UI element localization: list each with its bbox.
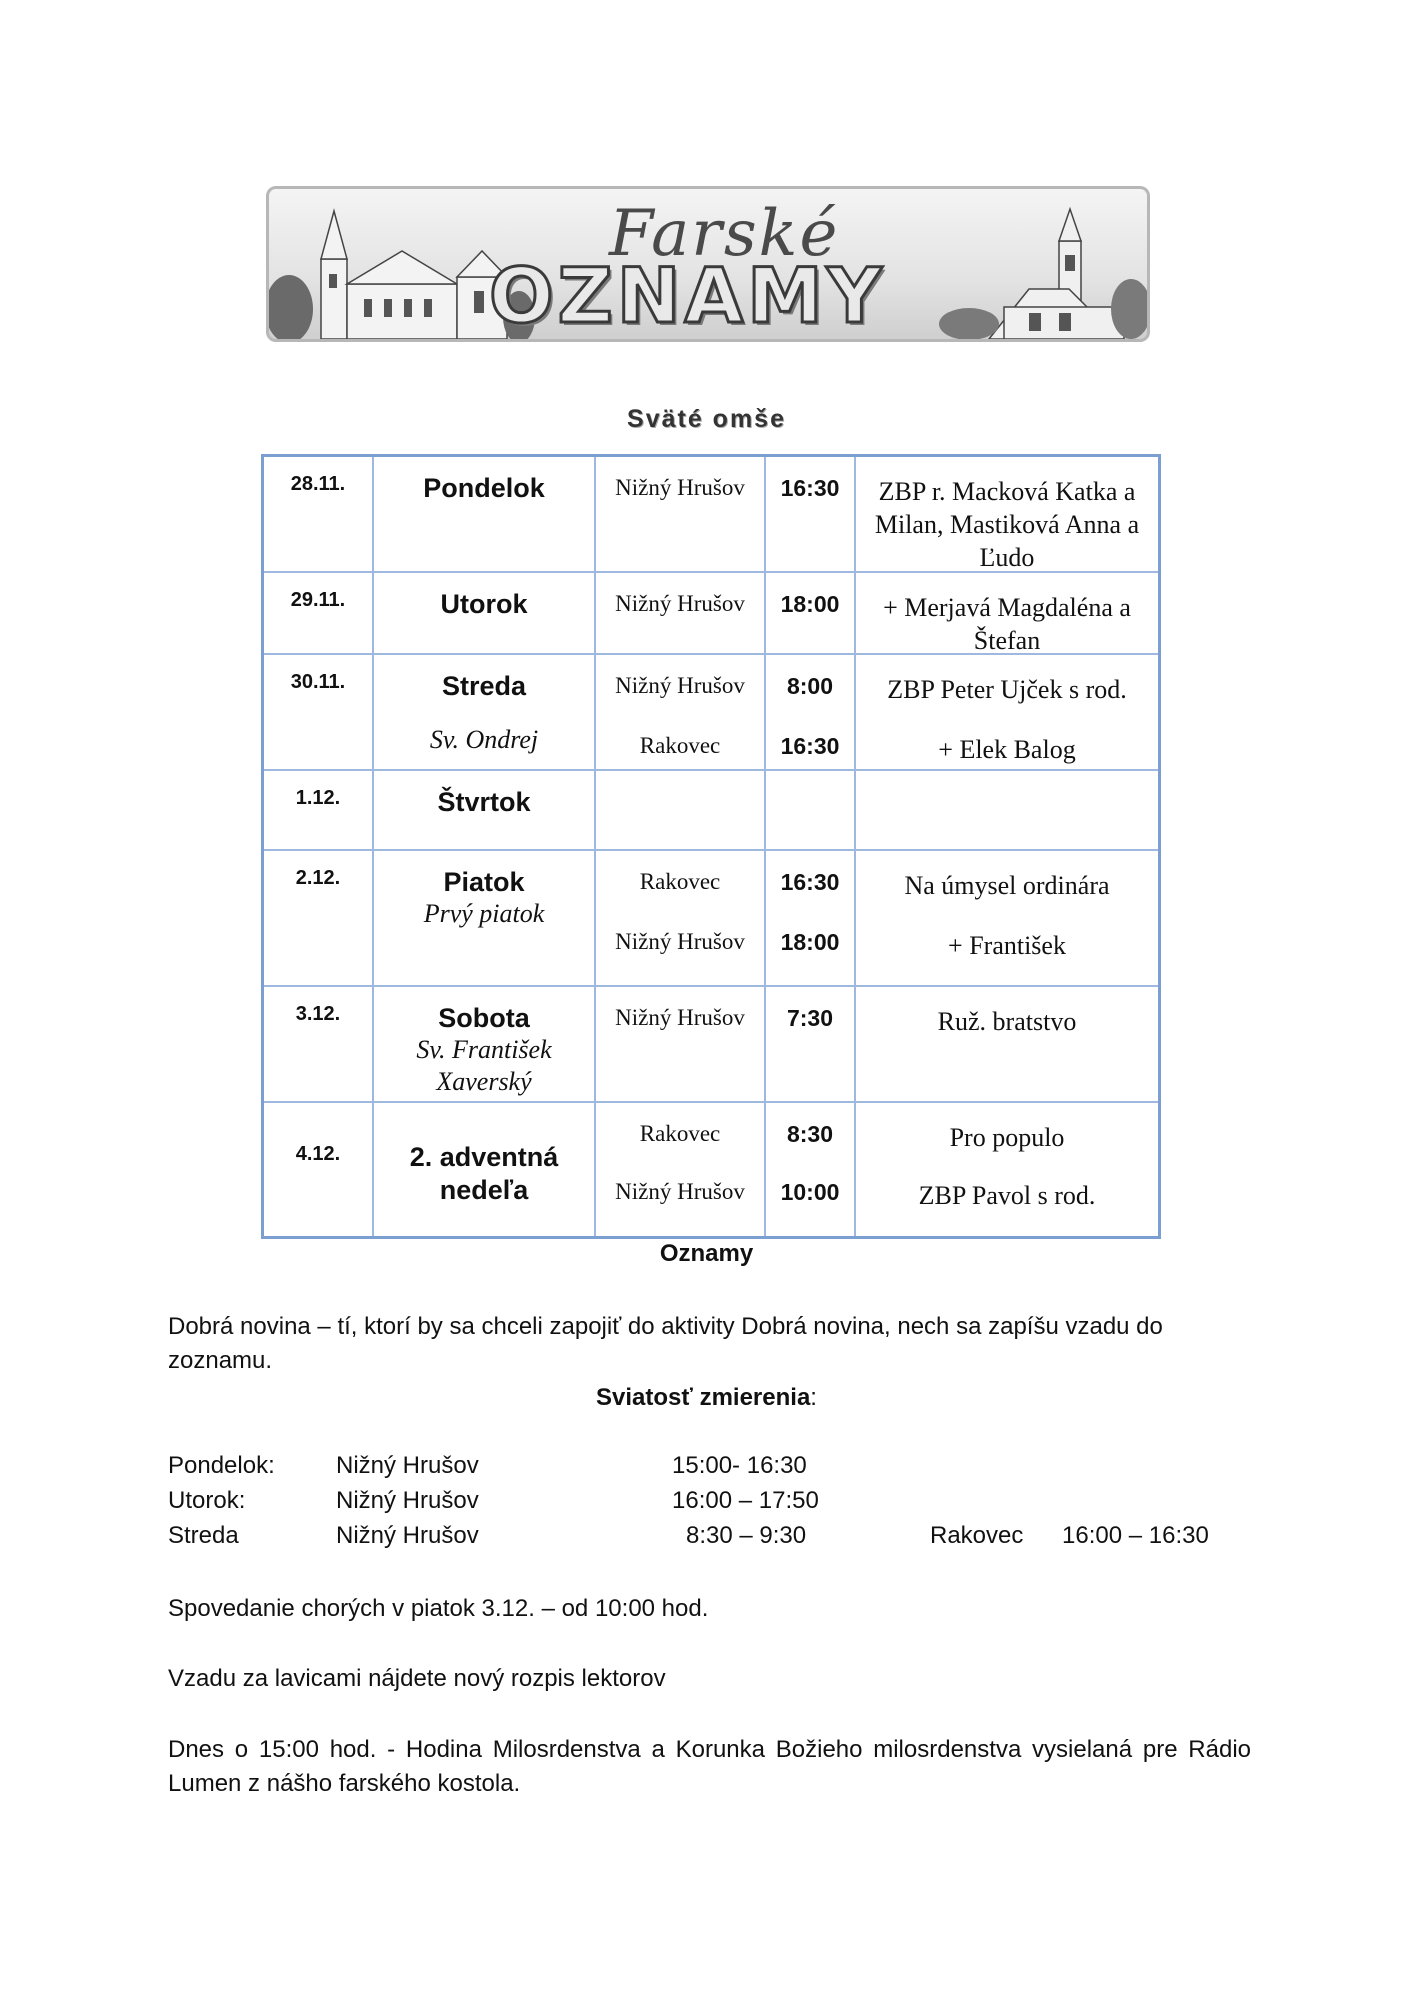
schedule-time: 7:30 — [786, 1004, 834, 1031]
schedule-place-cell — [595, 456, 765, 572]
schedule-place: Nižný Hrušov — [615, 590, 745, 616]
schedule-date: 30.11. — [263, 654, 374, 770]
schedule-place-cell — [595, 850, 765, 986]
schedule-intention-cell — [855, 456, 1160, 572]
schedule-place: Nižný Hrušov — [615, 1178, 745, 1204]
schedule-intention-cell — [855, 572, 1160, 654]
confession-place: Nižný Hrušov — [336, 1452, 479, 1479]
schedule-time-cell — [765, 654, 855, 770]
schedule-place-cell — [595, 770, 765, 850]
schedule-time: 18:00 — [780, 590, 840, 617]
schedule-time-cell — [765, 1102, 855, 1238]
schedule-time-cell — [765, 850, 855, 986]
schedule-feast-name: Prvý piatok — [423, 898, 545, 928]
sick-confession-note: Spovedanie chorých v piatok 3.12. – od 10:00 hod. — [168, 1595, 709, 1622]
schedule-place: Rakovec — [639, 732, 721, 758]
schedule-title: Sväté omše — [627, 405, 786, 433]
schedule-place: Nižný Hrušov — [615, 928, 745, 954]
schedule-date: 4.12. — [263, 1102, 374, 1238]
schedule-place: Nižný Hrušov — [615, 1004, 745, 1030]
schedule-place-cell — [595, 1102, 765, 1238]
schedule-intention-cell — [855, 654, 1160, 770]
announcements-heading: Oznamy — [659, 1240, 754, 1267]
schedule-row — [263, 654, 1160, 770]
confession-time2: 16:00 – 16:30 — [1062, 1522, 1209, 1549]
schedule-intention: Pro populo — [949, 1122, 1065, 1152]
schedule-intention: ZBP r. Macková Katka a Milan, Mastiková Anna a Ľudo — [874, 477, 1140, 572]
schedule-intention: Na úmysel ordinára — [904, 870, 1110, 900]
schedule-intention-cell — [855, 986, 1160, 1102]
schedule-place: Nižný Hrušov — [615, 672, 745, 698]
schedule-intention: + Merjavá Magdaléna a Štefan — [883, 592, 1131, 655]
schedule-place: Nižný Hrušov — [615, 475, 745, 500]
schedule-row — [263, 456, 1160, 572]
dobra-novina-paragraph: Dobrá novina – tí, ktorí by sa chceli zapojiť do aktivity Dobrá novina, nech sa zapíšu vzadu do zoznamu. — [168, 1313, 1163, 1374]
radio-broadcast-note: Dnes o 15:00 hod. - Hodina Milosrdenstva a Korunka Božieho milosrdenstva vysielaná pre Rádio Lumen z nášho farského kostola. — [168, 1736, 1251, 1797]
schedule-intention: + Elek Balog — [938, 734, 1076, 764]
confession-heading-text: Sviatosť zmierenia — [596, 1384, 811, 1411]
confession-day: Pondelok: — [168, 1452, 275, 1479]
schedule-time: 16:30 — [780, 732, 840, 759]
confession-heading-colon: : — [810, 1384, 817, 1411]
schedule-time: 8:00 — [786, 672, 834, 699]
confession-place2: Rakovec — [930, 1522, 1024, 1549]
schedule-feast-name: Sv. František Xaverský — [416, 1034, 552, 1096]
confession-place: Nižný Hrušov — [336, 1522, 479, 1549]
schedule-date: 1.12. — [263, 770, 374, 850]
confession-place: Nižný Hrušov — [336, 1487, 479, 1514]
schedule-feast-name: Sv. Ondrej — [429, 724, 539, 754]
schedule-intention: + František — [948, 930, 1066, 960]
confession-time: 16:00 – 17:50 — [672, 1487, 819, 1514]
farske-oznamy-banner — [266, 186, 1150, 342]
schedule-day-cell — [373, 850, 595, 986]
schedule-intention: ZBP Pavol s rod. — [918, 1180, 1096, 1210]
schedule-day-cell — [373, 1102, 595, 1238]
schedule-intention: Ruž. bratstvo — [937, 1006, 1077, 1036]
schedule-intention: ZBP Peter Ujček s rod. — [887, 674, 1127, 704]
schedule-time-cell — [765, 770, 855, 850]
schedule-day-name: Utorok — [440, 588, 528, 619]
confession-time: 8:30 – 9:30 — [686, 1522, 807, 1549]
confession-heading — [0, 1384, 1413, 1412]
schedule-intention-cell — [855, 1102, 1160, 1238]
schedule-row — [263, 770, 1160, 850]
schedule-row — [263, 986, 1160, 1102]
schedule-place-cell — [595, 572, 765, 654]
mass-schedule-table — [261, 454, 1161, 1239]
schedule-day-cell — [373, 654, 595, 770]
schedule-day-name: 2. adventná nedeľa — [409, 1141, 559, 1205]
lectors-note: Vzadu za lavicami nájdete nový rozpis lektorov — [168, 1665, 666, 1692]
schedule-place-cell — [595, 654, 765, 770]
schedule-place: Rakovec — [639, 868, 721, 894]
schedule-date: 29.11. — [263, 572, 374, 654]
schedule-row — [263, 1102, 1160, 1238]
schedule-time-cell — [765, 572, 855, 654]
schedule-intention-cell — [855, 850, 1160, 986]
schedule-date: 2.12. — [263, 850, 374, 986]
schedule-intention-cell — [855, 770, 1160, 850]
banner-oznamy-text: OZNAMY — [489, 251, 886, 340]
schedule-time: 16:30 — [780, 868, 840, 895]
confession-time: 15:00- 16:30 — [672, 1452, 807, 1479]
banner-farske-text: Farské — [609, 197, 840, 271]
schedule-date: 28.11. — [263, 456, 374, 572]
schedule-day-cell — [373, 770, 595, 850]
confession-day: Utorok: — [168, 1487, 246, 1514]
schedule-row — [263, 572, 1160, 654]
schedule-time: 10:00 — [780, 1178, 840, 1205]
schedule-time: 8:30 — [786, 1120, 834, 1147]
schedule-day-name: Štvrtok — [437, 786, 531, 817]
schedule-day-name: Streda — [441, 670, 527, 701]
schedule-time-cell — [765, 986, 855, 1102]
schedule-day-cell — [373, 456, 595, 572]
schedule-place-cell — [595, 986, 765, 1102]
schedule-day-cell — [373, 986, 595, 1102]
schedule-row — [263, 850, 1160, 986]
schedule-time: 18:00 — [780, 928, 840, 955]
schedule-day-name: Sobota — [438, 1002, 530, 1033]
schedule-day-name: Piatok — [443, 866, 525, 897]
schedule-day-cell — [373, 572, 595, 654]
schedule-day-name: Pondelok — [423, 473, 545, 503]
confession-day: Streda — [168, 1522, 239, 1549]
schedule-time-cell — [765, 456, 855, 572]
schedule-place: Rakovec — [639, 1120, 721, 1146]
schedule-date: 3.12. — [263, 986, 374, 1102]
schedule-time: 16:30 — [780, 475, 840, 501]
